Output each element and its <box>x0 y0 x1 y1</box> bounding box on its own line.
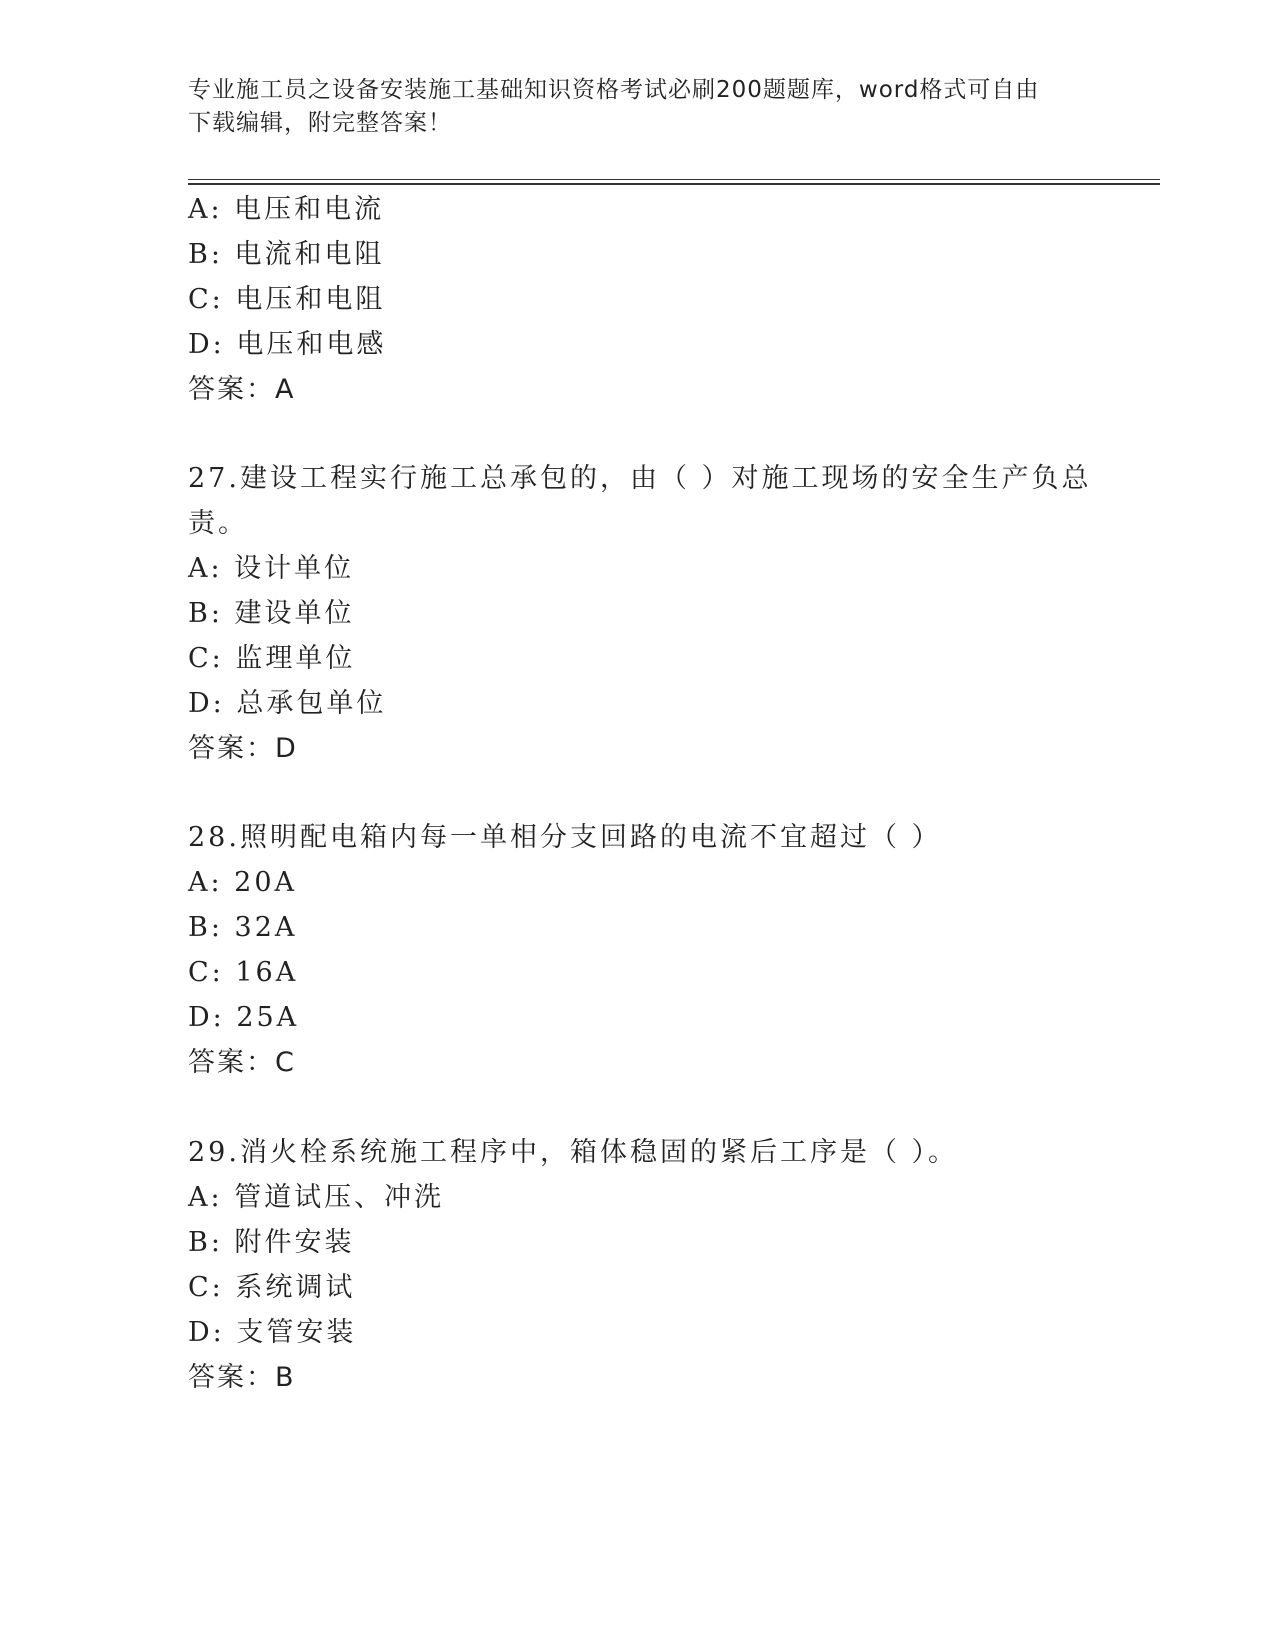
q28-answer: 答案：C <box>188 1047 296 1078</box>
q29-option-a: A: 管道试压、冲洗 <box>188 1182 445 1213</box>
q27-stem-line-2: 责。 <box>188 508 248 539</box>
q28-option-c: C: 16A <box>188 957 299 988</box>
q27-option-b: B: 建设单位 <box>188 598 355 629</box>
header-divider-top <box>188 179 1160 180</box>
q27-answer: 答案：D <box>188 733 298 764</box>
q29-stem: 29.消火栓系统施工程序中，箱体稳固的紧后工序是（ ）。 <box>188 1137 959 1168</box>
q28-option-b: B: 32A <box>188 912 298 943</box>
q29-option-d: D: 支管安装 <box>188 1317 357 1348</box>
q26-option-a: A: 电压和电流 <box>188 194 385 225</box>
q28-option-a: A: 20A <box>188 867 298 898</box>
header-line-2: 下载编辑，附完整答案！ <box>188 110 452 136</box>
q26-option-c: C: 电压和电阻 <box>188 284 386 315</box>
q28-stem: 28.照明配电箱内每一单相分支回路的电流不宜超过（ ） <box>188 822 942 853</box>
q27-stem-line-1: 27.建设工程实行施工总承包的，由（ ）对施工现场的安全生产负总 <box>188 463 1092 494</box>
q27-option-d: D: 总承包单位 <box>188 688 387 719</box>
document-header <box>188 74 1088 140</box>
q27-option-c: C: 监理单位 <box>188 643 356 674</box>
header-line-1: 专业施工员之设备安装施工基础知识资格考试必刷200题题库，word格式可自由 <box>188 77 1040 103</box>
q27-option-a: A: 设计单位 <box>188 553 355 584</box>
q29-answer: 答案：B <box>188 1362 296 1393</box>
header-divider-bottom <box>188 183 1160 185</box>
q29-option-b: B: 附件安装 <box>188 1227 355 1258</box>
q28-option-d: D: 25A <box>188 1002 300 1033</box>
q26-option-d: D: 电压和电感 <box>188 329 387 360</box>
q26-option-b: B: 电流和电阻 <box>188 239 385 270</box>
q26-answer: 答案：A <box>188 374 296 405</box>
q29-option-c: C: 系统调试 <box>188 1272 356 1303</box>
